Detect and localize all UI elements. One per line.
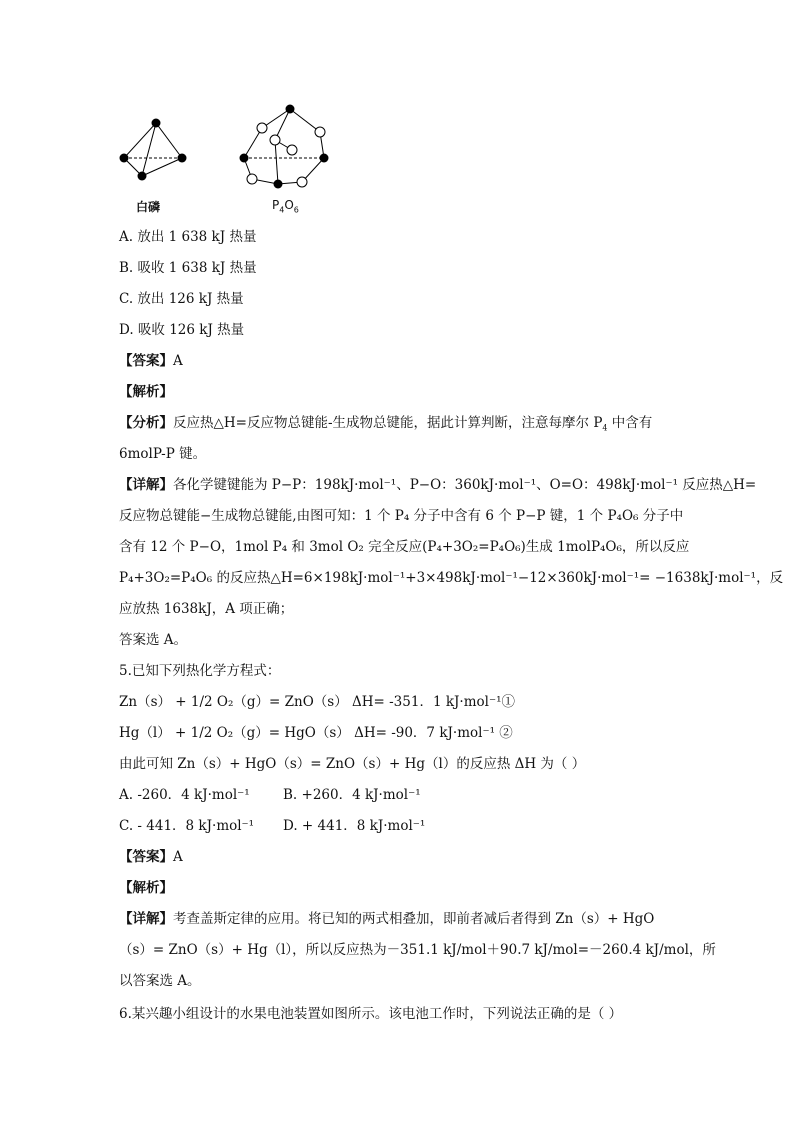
- q4-answer: 【答案】A: [119, 353, 183, 369]
- q4-option-c: C. 放出 126 kJ 热量: [119, 291, 244, 307]
- q5-analysis-heading: 【解析】: [119, 880, 173, 896]
- q5-option-b: B. +260．4 kJ·mol⁻¹: [283, 787, 421, 803]
- q4-detail-line2: 反应物总键能−生成物总键能,由图可知：1 个 P₄ 分子中含有 6 个 P−P 键，1 个 P₄O₆ 分子中: [119, 508, 684, 524]
- q5-detail-line1: 【详解】考查盖斯定律的应用。将已知的两式相叠加，即前者减后者得到 Zn（s）+ HgO: [119, 911, 655, 927]
- q5-options-row-2: [119, 817, 426, 835]
- q4-fenxi-line1: 【分析】反应热△H=反应物总键能-生成物总键能，据此计算判断，注意每摩尔 $P_4$ 中含有: [119, 415, 653, 433]
- q4-detail-line1: 【详解】各化学键键能为 P−P：198kJ·mol⁻¹、P−O：360kJ·mol⁻¹、O=O：498kJ·mol⁻¹ 反应热△H=: [119, 477, 757, 493]
- q5-stem: 5.已知下列热化学方程式：: [119, 663, 281, 679]
- q4-option-a: A. 放出 1 638 kJ 热量: [119, 229, 257, 245]
- white-phosphorus-structure: [120, 119, 187, 181]
- q5-answer: 【答案】A: [119, 849, 183, 865]
- q5-question: 由此可知 Zn（s）+ HgO（s）= ZnO（s）+ Hg（l）的反应热 ΔH 为（ ）: [119, 756, 586, 772]
- q5-option-c: C. - 441．8 kJ·mol⁻¹: [119, 818, 255, 834]
- q4-option-d: D. 吸收 126 kJ 热量: [119, 322, 245, 338]
- q4-analysis-heading: 【解析】: [119, 384, 173, 400]
- q4-option-b: B. 吸收 1 638 kJ 热量: [119, 260, 257, 276]
- q4-detail-line4: P₄+3O₂=P₄O₆ 的反应热△H=6×198kJ·mol⁻¹+3×498kJ·mol⁻¹−12×360kJ·mol⁻¹= −1638kJ·mol⁻¹，反: [119, 570, 784, 586]
- q4-fenxi-line2: 6molP-P 键。: [119, 446, 207, 462]
- q5-detail-line2: （s）= ZnO（s）+ Hg（l），所以反应热为－351.1 kJ/mol＋90.7 kJ/mol=－260.4 kJ/mol，所: [119, 942, 716, 958]
- q5-option-a: A. -260．4 kJ·mol⁻¹: [119, 787, 250, 803]
- q5-equation-2: Hg（l） + 1/2 O₂（g）= HgO（s） ΔH= -90．7 kJ·mol⁻¹ ②: [119, 725, 513, 741]
- white-phosphorus-label: 白磷: [136, 200, 161, 214]
- q4-detail-line6: 答案选 A。: [119, 632, 188, 648]
- q5-option-d: D. + 441．8 kJ·mol⁻¹: [283, 818, 426, 834]
- molecule-figures: [112, 98, 352, 218]
- p4o6-structure: [240, 105, 329, 189]
- q6-stem: 6.某兴趣小组设计的水果电池装置如图所示。该电池工作时，下列说法正确的是（ ）: [119, 1006, 623, 1022]
- q5-equation-1: Zn（s） + 1/2 O₂（g）= ZnO（s） ΔH= -351．1 kJ·mol⁻¹①: [119, 694, 516, 710]
- q5-detail-line3: 以答案选 A。: [119, 973, 201, 989]
- q5-options-row-1: [119, 786, 419, 804]
- q4-detail-line3: 含有 12 个 P−O，1mol P₄ 和 3mol O₂ 完全反应(P₄+3O₂=P₄O₆)生成 1molP₄O₆，所以反应: [119, 539, 690, 555]
- p4o6-label: $P_4O_6$: [272, 198, 299, 215]
- q4-detail-line5: 应放热 1638kJ，A 项正确；: [119, 601, 294, 617]
